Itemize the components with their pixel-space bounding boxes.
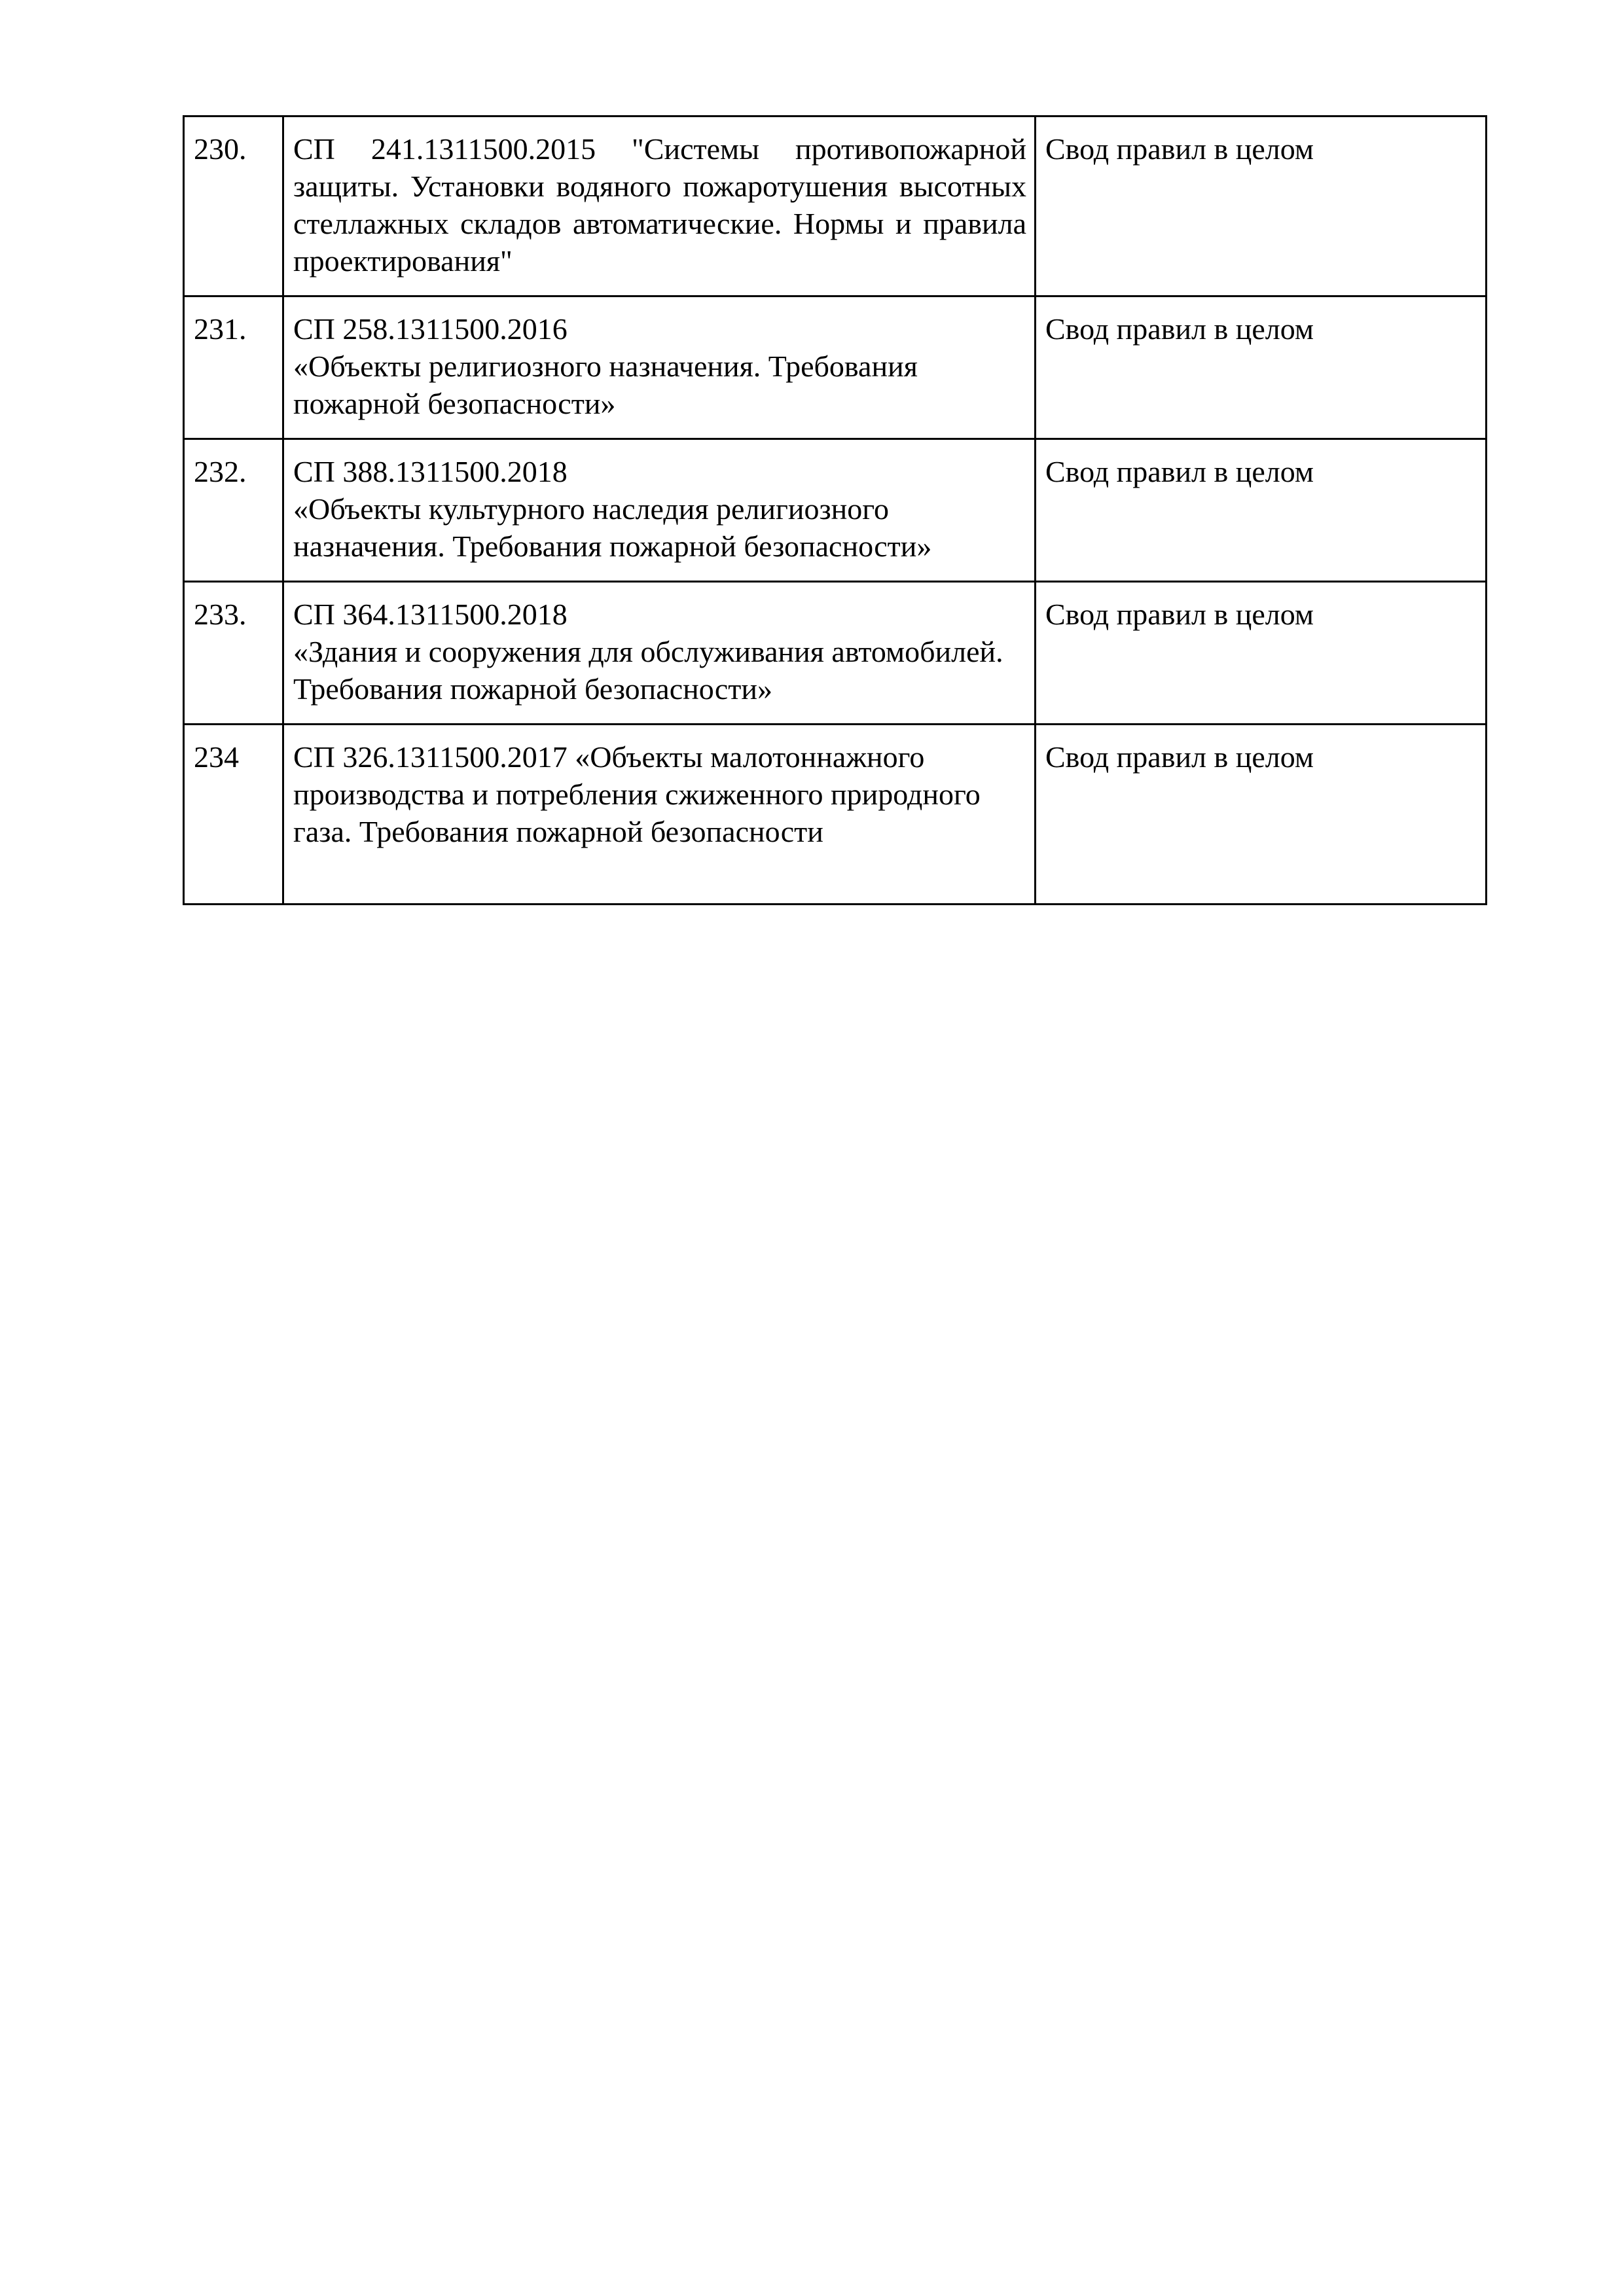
application-scope: Свод правил в целом <box>1036 582 1487 725</box>
table-row <box>184 296 1487 439</box>
document-title <box>283 439 1036 582</box>
document-name: «Здания и сооружения для обслуживания автомобилей. Требования пожарной безопасности» <box>293 635 1003 706</box>
table-row <box>184 582 1487 725</box>
document-name: «Объекты религиозного назначения. Требования пожарной безопасности» <box>293 350 918 420</box>
row-number: 230. <box>184 117 283 296</box>
application-scope: Свод правил в целом <box>1036 725 1487 905</box>
table-row <box>184 439 1487 582</box>
application-scope: Свод правил в целом <box>1036 117 1487 296</box>
row-number: 231. <box>184 296 283 439</box>
document-title: СП 241.1311500.2015 "Системы противопожарной защиты. Установки водяного пожаротушения высотных стеллажных складов автоматические. Нормы и правила проектирования" <box>283 117 1036 296</box>
table-row <box>184 117 1487 296</box>
document-name: «Объекты культурного наследия религиозного назначения. Требования пожарной безопасности» <box>293 492 932 563</box>
document-title <box>283 582 1036 725</box>
document-code: СП 258.1311500.2016 <box>293 312 568 346</box>
document-code: СП 364.1311500.2018 <box>293 598 568 631</box>
row-number: 232. <box>184 439 283 582</box>
document-title <box>283 296 1036 439</box>
row-number: 234 <box>184 725 283 905</box>
application-scope: Свод правил в целом <box>1036 296 1487 439</box>
standards-table <box>183 115 1487 905</box>
document-code: СП 388.1311500.2018 <box>293 455 568 488</box>
application-scope: Свод правил в целом <box>1036 439 1487 582</box>
table-row <box>184 725 1487 905</box>
document-title: СП 326.1311500.2017 «Объекты малотоннажного производства и потребления сжиженного природного газа. Требования пожарной безопасности <box>283 725 1036 905</box>
row-number: 233. <box>184 582 283 725</box>
